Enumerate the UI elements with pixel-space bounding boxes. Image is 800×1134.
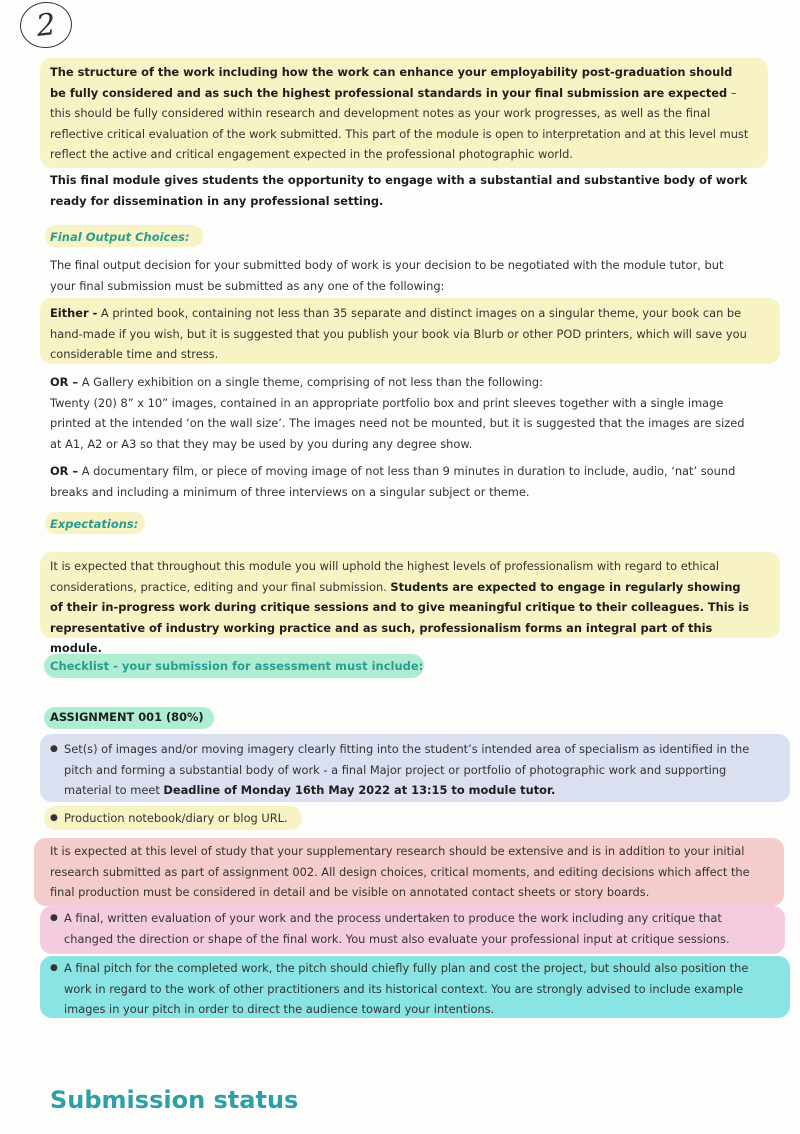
checklist-item <box>50 808 750 829</box>
research-paragraph: It is expected at this level of study that your supplementary research should be extensive and is in addition to your initial research submitted as part of assignment 002. All design choices, critical moments, and editing decisions which affect the final production must be considered in detail and be visible on annotated contact sheets or story boards. <box>50 844 750 899</box>
bullet2-text: Production notebook/diary or blog URL. <box>64 811 288 825</box>
final-output-intro: The final output decision for your submitted body of work is your decision to be negotiated with the module tutor, but your final submission must be submitted as any one of the following: <box>50 258 724 293</box>
either-label: Either - <box>50 306 98 320</box>
checklist-item <box>50 908 750 949</box>
checklist-heading: Checklist - your submission for assessment must include: <box>50 659 424 673</box>
checklist-item <box>50 739 750 801</box>
bullet4-text: A final pitch for the completed work, the pitch should chiefly fully plan and cost the project, but should also position the work in regard to the work of other practitioners and its historical context. You are strongly advised to include example images in your pitch in order to direct the audience toward your intentions. <box>64 961 749 1016</box>
final-module-paragraph: This final module gives students the opportunity to engage with a substantial and substantive body of work ready for dissemination in any professional setting. <box>50 173 748 208</box>
bullet-icon: ● <box>50 813 58 823</box>
or1-line1: A Gallery exhibition on a single theme, comprising of not less than the following: <box>78 375 543 389</box>
either-option <box>50 303 750 365</box>
deadline-text: Deadline of Monday 16th May 2022 at 13:15 to module tutor. <box>163 783 556 797</box>
expectations-normal: It is expected that throughout this module you will uphold the highest levels of professionalism with regard to ethical considerations, practice, editing and your final submission. <box>50 559 720 594</box>
expectations-paragraph <box>50 556 750 659</box>
film-option <box>50 461 750 502</box>
bullet-icon: ● <box>50 913 58 923</box>
gallery-option <box>50 372 750 454</box>
bullet3-text: A final, written evaluation of your work and the process undertaken to produce the work including any critique that changed the direction or shape of the final work. You must also evaluate your professional input at critique sessions. <box>64 911 730 946</box>
or1-label: OR – <box>50 375 79 389</box>
intro-bold: The structure of the work including how the work can enhance your employability post-graduation should be fully considered and as such the highest professional standards in your final submission are expected <box>50 65 733 100</box>
either-text: A printed book, containing not less than 35 separate and distinct images on a singular theme, your book can be hand-made if you wish, but it is suggested that you publish your book via Blurb or other POD printers, which will save you considerable time and stress. <box>50 306 747 361</box>
handwritten-page-number: 2 <box>18 0 75 51</box>
bullet-icon: ● <box>50 963 58 973</box>
submission-status-heading: Submission status <box>50 1086 299 1114</box>
expectations-bold: Students are expected to engage in regularly showing of their in-progress work during critique sessions and to give meaningful critique to their colleagues. This is representative of industry working practice and as such, professionalism forms an integral part of this module. <box>50 579 750 655</box>
expectations-heading: Expectations: <box>50 517 139 531</box>
intro-paragraph <box>50 62 750 165</box>
final-output-heading: Final Output Choices: <box>50 230 190 244</box>
bullet-icon: ● <box>50 744 58 754</box>
or2-label: OR – <box>50 464 79 478</box>
assignment-label: ASSIGNMENT 001 (80%) <box>50 710 204 724</box>
checklist-item <box>50 958 750 1020</box>
intro-rest: – this should be fully considered within research and development notes as your work progresses, as well as the final reflective critical evaluation of the work submitted. This part of the module is open to interpretation and at this level must reflect the active and critical engagement expected in the professional photographic world. <box>50 85 749 161</box>
bullet1-text: Set(s) of images and/or moving imagery clearly fitting into the student’s intended area of specialism as identified in the pitch and forming a substantial body of work - a final Major project or portfolio of photographic work and supporting material to meet <box>64 742 750 797</box>
or1-line2: Twenty (20) 8” x 10” images, contained in an appropriate portfolio box and print sleeves together with a single image printed at the intended ‘on the wall size’. The images need not be mounted, but it is suggested that the images are sized at A1, A2 or A3 so that they may be used by you during any degree show. <box>50 395 745 451</box>
or2-text: A documentary film, or piece of moving image of not less than 9 minutes in duration to include, audio, ‘nat’ sound breaks and including a minimum of three interviews on a singular subject or theme. <box>50 464 736 499</box>
